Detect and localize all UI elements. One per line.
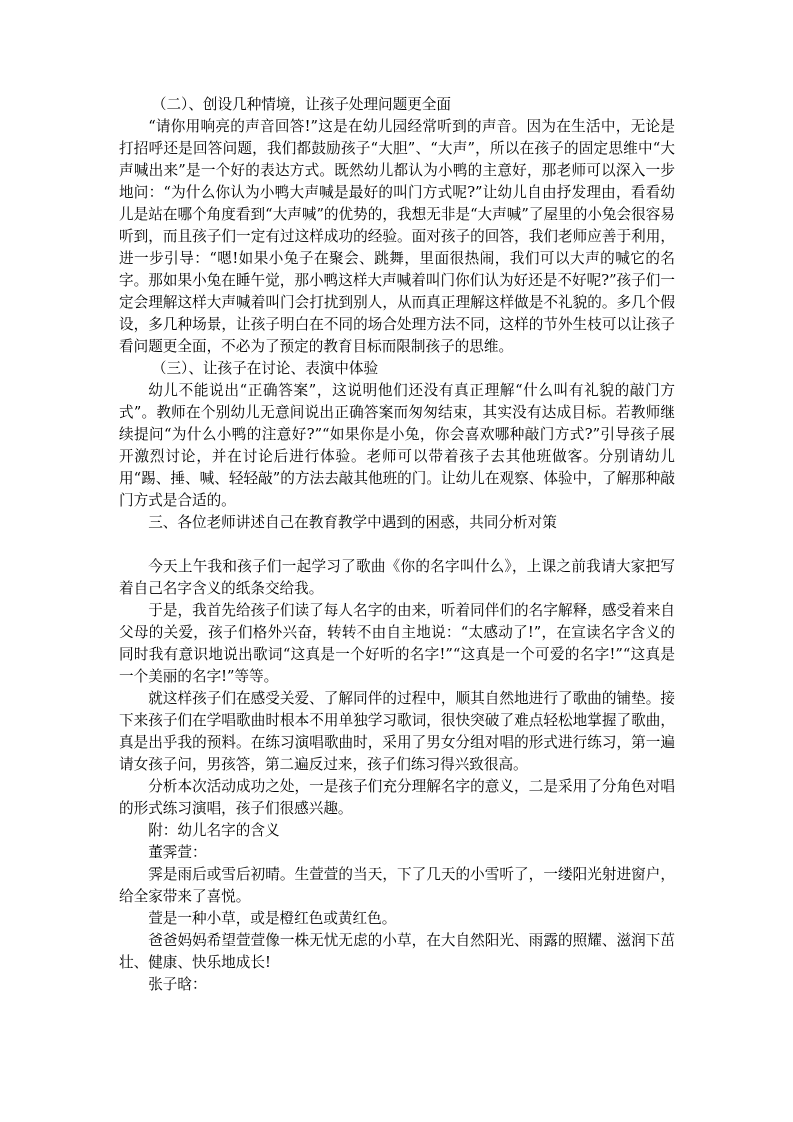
blank-line <box>119 534 675 556</box>
child-name-1: 董霁萱： <box>148 844 207 861</box>
section-heading-3: （三）、让孩子在讨论、表演中体验 <box>151 360 379 377</box>
appendix-heading: 附：幼儿名字的含义 <box>148 822 280 839</box>
paragraph-3: 今天上午我和孩子们一起学习了歌曲《你的名字叫什么》，上课之前我请大家把写着自己名字含义的纸条交给我。 <box>119 558 675 597</box>
name-meaning-1c: 爸爸妈妈希望萱萱像一株无忧无虑的小草，在大自然阳光、雨露的照耀、滋润下茁壮、健康、快乐地成长! <box>119 932 675 971</box>
paragraph-2: 幼儿不能说出“正确答案”，这说明他们还没有真正理解“什么叫有礼貌的敲门方式”。教师在个别幼儿无意间说出正确答案而匆匆结束，其实没有达成目标。若教师继续提问“为什么小鸭的注意好?”“如果你是小兔，你会喜欢哪种敲门方式?”引导孩子展开激烈讨论，并在讨论后进行体验。老师可以带着孩子去其他班做客。分别请幼儿用“踢、捶、喊、轻轻敲”的方法去敲其他班的门。让幼儿在观察、体验中，了解那种敲门方式是合适的。 <box>119 382 675 509</box>
name-meaning-1a: 霁是雨后或雪后初晴。生萱萱的当天，下了几天的小雪听了，一缕阳光射进窗户，给全家带来了喜悦。 <box>119 866 675 905</box>
document-body <box>119 94 675 996</box>
name-meaning-1b: 萱是一种小草，或是橙红色或黄红色。 <box>148 910 397 927</box>
paragraph-6: 分析本次活动成功之处，一是孩子们充分理解名字的意义，二是采用了分角色对唱的形式练习演唱，孩子们很感兴趣。 <box>119 778 675 817</box>
paragraph-5: 就这样孩子们在感受关爱、了解同伴的过程中，顺其自然地进行了歌曲的铺垫。接下来孩子们在学唱歌曲时根本不用单独学习歌词，很快突破了难点轻松地掌握了歌曲，真是出乎我的预料。在练习演唱歌曲时，采用了男女分组对唱的形式进行练习，第一遍请女孩子问，男孩答，第二遍反过来，孩子们练习得兴致很高。 <box>119 690 675 773</box>
child-name-2: 张子晗： <box>148 976 207 993</box>
paragraph-1: “请你用响亮的声音回答!”这是在幼儿园经常听到的声音。因为在生活中，无论是打招呼还是回答问题，我们都鼓励孩子“大胆”、“大声”，所以在孩子的固定思维中“大声喊出来”是一个好的表达方式。既然幼儿都认为小鸭的主意好，那老师可以深入一步地问：“为什么你认为小鸭大声喊是最好的叫门方式呢?”让幼儿自由抒发理由，看看幼儿是站在哪个角度看到“大声喊”的优势的，我想无非是“大声喊”了屋里的小兔会很容易听到，而且孩子们一定有过这样成功的经验。面对孩子的回答，我们老师应善于利用，进一步引导：“嗯!如果小兔子在聚会、跳舞，里面很热闹，我们可以大声的喊它的名字。那如果小兔在睡午觉，那小鸭这样大声喊着叫门你们认为好还是不好呢?”孩子们一定会理解这样大声喊着叫门会打扰到别人，从而真正理解这样做是不礼貌的。多几个假设，多几种场景，让孩子明白在不同的场合处理方法不同，这样的节外生枝可以让孩子看问题更全面，不必为了预定的教育目标而限制孩子的思维。 <box>119 118 675 355</box>
paragraph-4: 于是，我首先给孩子们读了每人名字的由来，听着同伴们的名字解释，感受着来自父母的关爱，孩子们格外兴奋，转转不由自主地说：“太感动了!”，在宣读名字含义的同时我有意识地说出歌词“这真是一个好听的名字!”“这真是一个可爱的名字!”“这真是一个美丽的名字!”等等。 <box>119 602 675 685</box>
section-heading-2: （二）、创设几种情境，让孩子处理问题更全面 <box>151 96 452 113</box>
section-heading-part-3: 三、各位老师讲述自己在教育教学中遇到的困惑，共同分析对策 <box>148 514 557 531</box>
